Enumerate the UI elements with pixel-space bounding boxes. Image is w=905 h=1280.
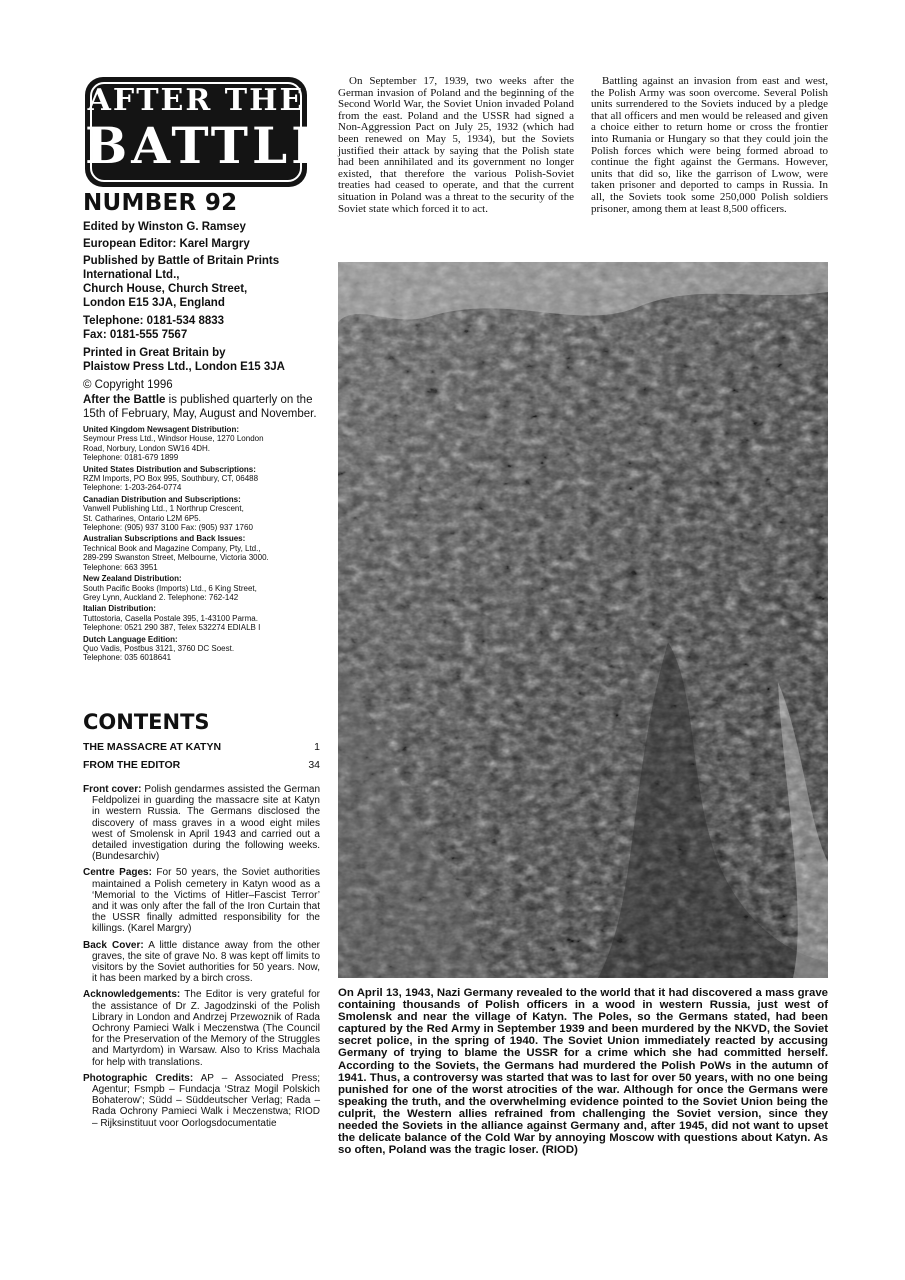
distribution-line: South Pacific Books (Imports) Ltd., 6 King Street, [83,583,257,593]
table-of-contents [83,740,320,776]
distribution-line: Telephone: 1-203-264-0774 [83,483,182,493]
quarterly-text: is published quarterly on the 15th of February, May, August and November. [83,394,317,420]
distribution-list [83,425,320,663]
toc-entry[interactable] [83,758,320,776]
distribution-heading: Dutch Language Edition: [83,634,178,644]
toc-entry[interactable] [83,740,320,758]
note-front-cover [83,784,320,862]
distribution-line: Grey Lynn, Auckland 2. Telephone: 762-142 [83,592,239,602]
toc-entry-title: THE MASSACRE AT KATYN [83,741,222,753]
credits-column [83,190,320,665]
distribution-line: Vanwell Publishing Ltd., 1 Northrup Crescent, [83,504,244,514]
distribution-line: Road, Norbury, London SW16 4DH. [83,443,211,453]
toc-entry-page: 34 [308,759,320,771]
note-label: Centre Pages: [83,867,152,879]
distribution-line: 289-299 Swanston Street, Melbourne, Victoria 3000. [83,553,269,563]
distribution-line: Technical Book and Magazine Company, Pty, Ltd., [83,543,261,553]
logo-line-battle: BATTLE [85,116,334,175]
publisher-line: International Ltd., [83,269,180,281]
toc-entry-title: FROM THE EDITOR [83,759,181,771]
distribution-entry [83,425,320,463]
note-label: Photographic Credits: [83,1072,194,1084]
issue-number: NUMBER 92 [83,190,238,216]
contents-heading: CONTENTS [83,710,210,734]
distribution-entry [83,495,320,533]
note-label: Acknowledgements: [83,989,181,1001]
distribution-line: St. Catharines, Ontario L2M 6P5. [83,513,201,523]
cover-notes [83,784,320,1134]
note-back-cover [83,940,320,985]
note-text: AP – Associated Press; Agentur; Fsmpb – Fundacja ‘Straz Mogil Polskich Bohaterow’; Südd – Süddeutscher Verlag; Rada – Rada Ochrony Pamieci Walk i Meczenstwa; RIOD – Rijksinstituut voor Oorlogsdocumentatie [92,1072,320,1129]
distribution-heading: Italian Distribution: [83,604,156,614]
mass-grave-photo [338,262,828,978]
note-text: A little distance away from the other graves, the site of grave No. 8 was kept off limits to visitors by the Soviet authorities for 50 years. Now, it has been marked by a birch cross. [92,939,320,985]
publisher-line: Church House, Church Street, [83,283,248,295]
masthead-logo [85,77,334,187]
article-column-2: Battling against an invasion from east and west, the Polish Army was soon overcome. Several Polish units surrendered to the Soviets induced by a pledge that all officers and men would be released and given a choice either to return home or cross the frontier into Rumania or Hungary so that they could join the Polish forces which were being formed abroad to continue the fight against the Germans. However, units that did so, like the garrison of Lwow, were taken prisoner and deported to camps in Russia. In all, the Soviets took some 250,000 Polish soldiers prisoner, among them at least 8,500 officers. [591,75,828,215]
distribution-line: Quo Vadis, Postbus 3121, 3760 DC Soest. [83,643,235,653]
printer-line: Plaistow Press Ltd., London E15 3JA [83,361,285,373]
note-label: Front cover: [83,784,142,795]
printer-block [83,346,320,374]
distribution-line: Seymour Press Ltd., Windsor House, 1270 London [83,434,264,444]
printer-line: Printed in Great Britain by [83,347,226,359]
note-label: Back Cover: [83,939,144,951]
note-text: For 50 years, the Soviet authorities maintained a Polish cemetery in Katyn wood as a ‘Memorial to the Victims of Hitler–Fascist Terror’ and it was only after the fall of the Iron Curtain that the USSR finally admitted responsibility for the killings. (Karel Margry) [92,867,321,935]
distribution-heading: Canadian Distribution and Subscriptions: [83,494,241,504]
distribution-line: Telephone: 0181-679 1899 [83,453,179,463]
quarterly-title: After the Battle [83,394,166,406]
publication-schedule [83,394,320,421]
copyright: © Copyright 1996 [83,379,173,391]
note-text: The Editor is very grateful for the assistance of Dr Z. Jagodzinski of the Polish Library in London and Andrzej Przewoznik of Rada Ochrony Pamieci Walk i Meczenstwa (The Council for the Preservation of the Memory of the Struggles and Martyrdom) in Warsaw. Also to Kriss Machala for help with translations. [92,989,320,1068]
distribution-heading: Australian Subscriptions and Back Issues: [83,534,246,544]
note-photo-credits [83,1073,320,1129]
european-editor-credit: European Editor: Karel Margry [83,238,250,250]
distribution-entry [83,574,320,602]
distribution-line: Telephone: 663 3951 [83,562,158,572]
editor-credit: Edited by Winston G. Ramsey [83,221,246,233]
fax: Fax: 0181-555 7567 [83,329,188,341]
distribution-entry [83,534,320,572]
toc-entry-page: 1 [314,741,320,753]
note-text: Polish gendarmes assisted the German Feldpolizei in guarding the massacre site at Katyn in western Russia. The Germans disclosed the discovery of mass graves in a wood eight miles west of Smolensk in April 1943 and carried out a detailed investigation during the following weeks. (Bundesarchiv) [92,784,321,863]
distribution-heading: New Zealand Distribution: [83,574,182,584]
distribution-heading: United States Distribution and Subscriptions: [83,464,256,474]
photo-caption: On April 13, 1943, Nazi Germany revealed to the world that it had discovered a mass grave containing thousands of Polish officers in a wood in western Russia, just west of Smolensk and near the village of Katyn. The Poles, so the Germans stated, had been captured by the Red Army in September 1939 and been murdered by the NKVD, the Soviet secret police, in the spring of 1940. The Soviet Union immediately reacted by accusing Germany of trying to blame the USSR for a crime which she had committed herself. According to the Soviets, the Germans had murdered the Polish PoWs in the autumn of 1941. Thus, a controversy was started that was to last for over 50 years, with no one being punished for one of the worst atrocities of the war. Although for once the Germans were speaking the truth, and the overwhelming evidence pointed to the Soviet Union being the culprit, the Western allies refrained from challenging the Soviet version, since they needed the Soviets in the alliance against Germany and, after 1945, did not want to upset the delicate balance of the Cold War by annoying Moscow with questions about Katyn. As so often, Poland was the tragic loser. (RIOD) [338,987,828,1157]
distribution-line: Telephone: 035 6018641 [83,653,172,663]
note-acknowledgements [83,989,320,1067]
telephone: Telephone: 0181-534 8833 [83,315,225,327]
distribution-heading: United Kingdom Newsagent Distribution: [83,425,239,434]
distribution-entry [83,604,320,632]
publisher-line: Published by Battle of Britain Prints [83,255,280,267]
note-centre-pages [83,867,320,934]
logo-line-after-the: AFTER THE [87,83,305,118]
distribution-entry [83,465,320,493]
publisher-block [83,254,320,310]
distribution-line: RZM Imports, PO Box 995, Southbury, CT, 06488 [83,474,259,484]
article-column-1: On September 17, 1939, two weeks after the German invasion of Poland and the beginning of the Second World War, the Soviet Union invaded Poland from the east. Poland and the USSR had signed a Non-Aggression Pact on July 25, 1932 (which had been renewed on May 5, 1934), but the Soviets justified their attack by saying that the Polish state had been annihilated and its government no longer existed, that therefore the various Polish-Soviet treaties had ceased to operate, and that the current situation in Poland was a threat to the security of the Soviet state which forced it to act. [338,75,574,215]
distribution-line: Telephone: 0521 290 387, Telex 532274 EDIALB I [83,623,261,633]
publisher-line: London E15 3JA, England [83,297,225,309]
distribution-entry [83,635,320,663]
distribution-line: Telephone: (905) 937 3100 Fax: (905) 937 1760 [83,523,253,533]
distribution-line: Tuttostoria, Casella Postale 395, 1-43100 Parma. [83,613,258,623]
